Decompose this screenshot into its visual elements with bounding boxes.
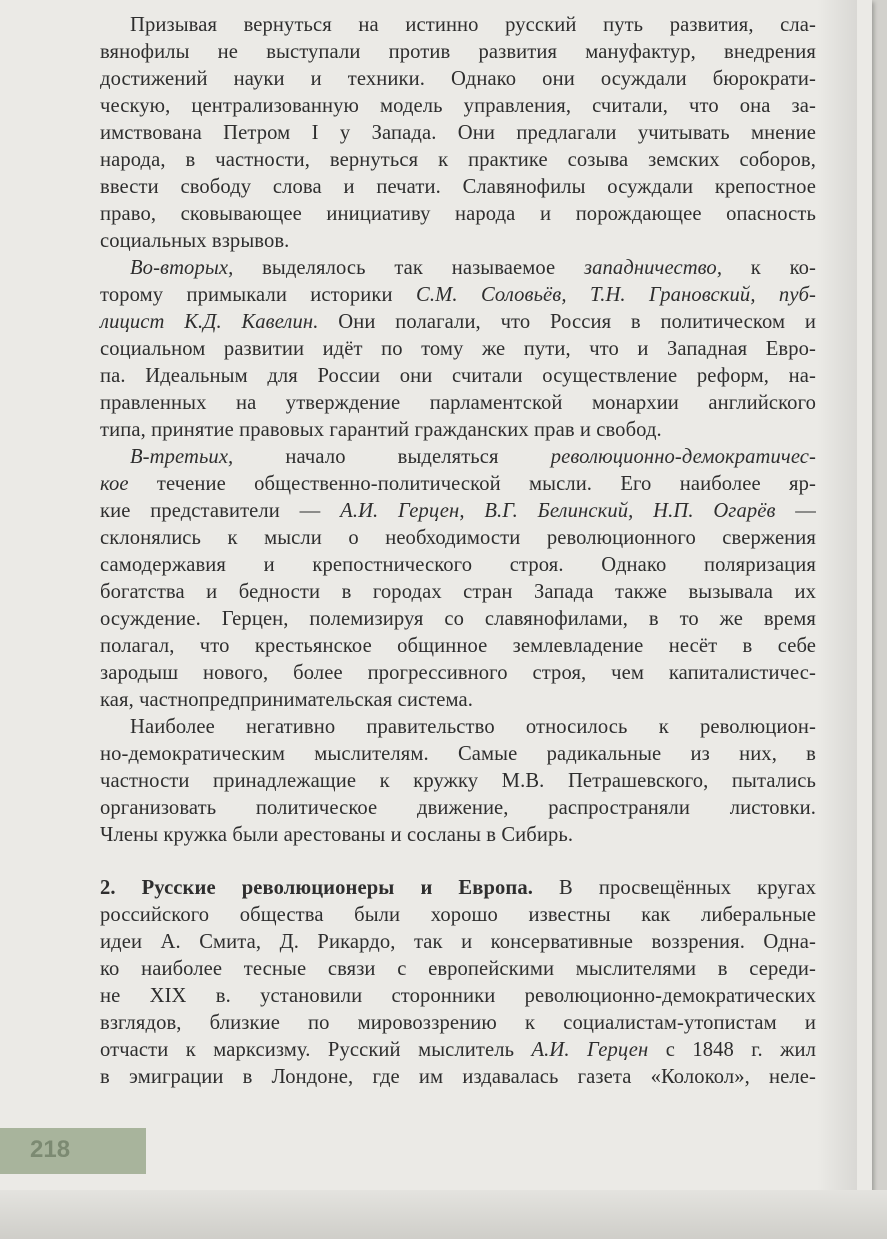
text-line bbox=[100, 1037, 816, 1064]
page-text bbox=[100, 12, 816, 1091]
italic-term: Во-вторых, bbox=[130, 257, 234, 279]
section-heading: 2. Русские революционеры и Европа. bbox=[100, 877, 534, 899]
italic-term: западничество, bbox=[584, 257, 723, 279]
paragraph-westernizers bbox=[100, 255, 816, 444]
text-line bbox=[100, 471, 816, 498]
paragraph-slavophiles bbox=[100, 12, 816, 255]
text-line: па. Идеальным для России они считали осуществление реформ, на- bbox=[100, 365, 816, 387]
text-line: правленных на утверждение парламентской монархии английского bbox=[100, 392, 816, 414]
text-line: самодержавия и крепостнического строя. Однако поляризация bbox=[100, 554, 816, 576]
italic-term: В-третьих, bbox=[130, 446, 234, 468]
text-line: склонялись к мысли о необходимости революционного свержения bbox=[100, 527, 816, 549]
section-spacer bbox=[100, 849, 816, 875]
text-line: право, сковывающее инициативу народа и порождающее опасность bbox=[100, 203, 816, 225]
text-line: типа, принятие правовых гарантий гражданских прав и свобод. bbox=[100, 419, 662, 441]
text-fragment: В просвещённых кругах bbox=[533, 877, 816, 899]
text-line: достижений науки и техники. Однако они осуждали бюрократи- bbox=[100, 68, 816, 90]
text-fragment: Они полагали, что Россия в политическом и bbox=[318, 311, 816, 333]
text-line: кая, частнопредпринимательская система. bbox=[100, 689, 474, 711]
text-line bbox=[100, 498, 816, 525]
italic-names: А.И. Герцен bbox=[531, 1039, 649, 1061]
text-line: имствована Петром I у Запада. Они предлагали учитывать мнение bbox=[100, 122, 816, 144]
text-line: социальных взрывов. bbox=[100, 230, 290, 252]
text-line: не XIX в. установили сторонники революционно-демократических bbox=[100, 985, 816, 1007]
text-line: взглядов, близкие по мировоззрению к социалистам-утопистам и bbox=[100, 1012, 816, 1034]
text-line: в эмиграции в Лондоне, где им издавалась газета «Колокол», неле- bbox=[100, 1066, 816, 1088]
italic-names: лицист К.Д. Кавелин. bbox=[100, 311, 319, 333]
italic-names: С.М. Соловьёв, Т.Н. Грановский, пуб- bbox=[416, 284, 816, 306]
text-line: осуждение. Герцен, полемизируя со славянофилами, в то же время bbox=[100, 608, 816, 630]
text-line bbox=[100, 309, 816, 336]
text-line: частности принадлежащие к кружку М.В. Петрашевского, пытались bbox=[100, 770, 816, 792]
text-line: организовать политическое движение, распространяли листовки. bbox=[100, 797, 816, 819]
italic-term: кое bbox=[100, 473, 129, 495]
text-line: Наиболее негативно правительство относилось к революцион- bbox=[130, 716, 816, 738]
page-number: 218 bbox=[30, 1136, 71, 1163]
text-fragment: — bbox=[775, 500, 816, 522]
text-fragment: кие представители — bbox=[100, 500, 341, 522]
text-line bbox=[100, 444, 816, 471]
text-line: Члены кружка были арестованы и сосланы в Сибирь. bbox=[100, 824, 574, 846]
text-line bbox=[100, 282, 816, 309]
text-fragment: выделялось так называемое bbox=[233, 257, 584, 279]
gutter-shadow bbox=[817, 0, 857, 1225]
text-line: полагал, что крестьянское общинное землевладение несёт в себе bbox=[100, 635, 816, 657]
text-line: вянофилы не выступали против развития мануфактур, внедрения bbox=[100, 41, 816, 63]
text-line: Призывая вернуться на истинно русский путь развития, сла- bbox=[130, 14, 816, 36]
text-line bbox=[100, 255, 816, 282]
italic-term: революционно-демократичес- bbox=[550, 446, 816, 468]
text-line: народа, в частности, вернуться к практике созыва земских соборов, bbox=[100, 149, 816, 171]
text-line: социальном развитии идёт по тому же пути, что и Западная Евро- bbox=[100, 338, 816, 360]
scan-bottom-edge bbox=[0, 1190, 887, 1239]
text-fragment: торому примыкали историки bbox=[100, 284, 416, 306]
text-line: идеи А. Смита, Д. Рикардо, так и консервативные воззрения. Одна- bbox=[100, 931, 816, 953]
page-number-tab bbox=[0, 1128, 146, 1174]
text-line: ввести свободу слова и печати. Славянофилы осуждали крепостное bbox=[100, 176, 816, 198]
text-fragment: к ко- bbox=[722, 257, 816, 279]
text-line: ко наиболее тесные связи с европейскими мыслителями в середи- bbox=[100, 958, 816, 980]
text-line: ческую, централизованную модель управления, считали, что она за- bbox=[100, 95, 816, 117]
italic-names: А.И. Герцен, В.Г. Белинский, Н.П. Огарёв bbox=[340, 500, 776, 522]
text-fragment: отчасти к марксизму. Русский мыслитель bbox=[100, 1039, 532, 1061]
text-line: зародыш нового, более прогрессивного строя, чем капиталистичес- bbox=[100, 662, 816, 684]
text-line: богатства и бедности в городах стран Запада также вызывала их bbox=[100, 581, 816, 603]
text-fragment: начало выделяться bbox=[233, 446, 551, 468]
text-line bbox=[100, 875, 816, 902]
text-line: но-демократическим мыслителям. Самые радикальные из них, в bbox=[100, 743, 816, 765]
section-russian-revolutionaries bbox=[100, 875, 816, 1091]
paragraph-revolutionary-democrats bbox=[100, 444, 816, 714]
paragraph-government-attitude bbox=[100, 714, 816, 849]
text-fragment: с 1848 г. жил bbox=[648, 1039, 816, 1061]
text-line: российского общества были хорошо известны как либеральные bbox=[100, 904, 816, 926]
text-fragment: течение общественно-политической мысли. Его наиболее яр- bbox=[128, 473, 816, 495]
